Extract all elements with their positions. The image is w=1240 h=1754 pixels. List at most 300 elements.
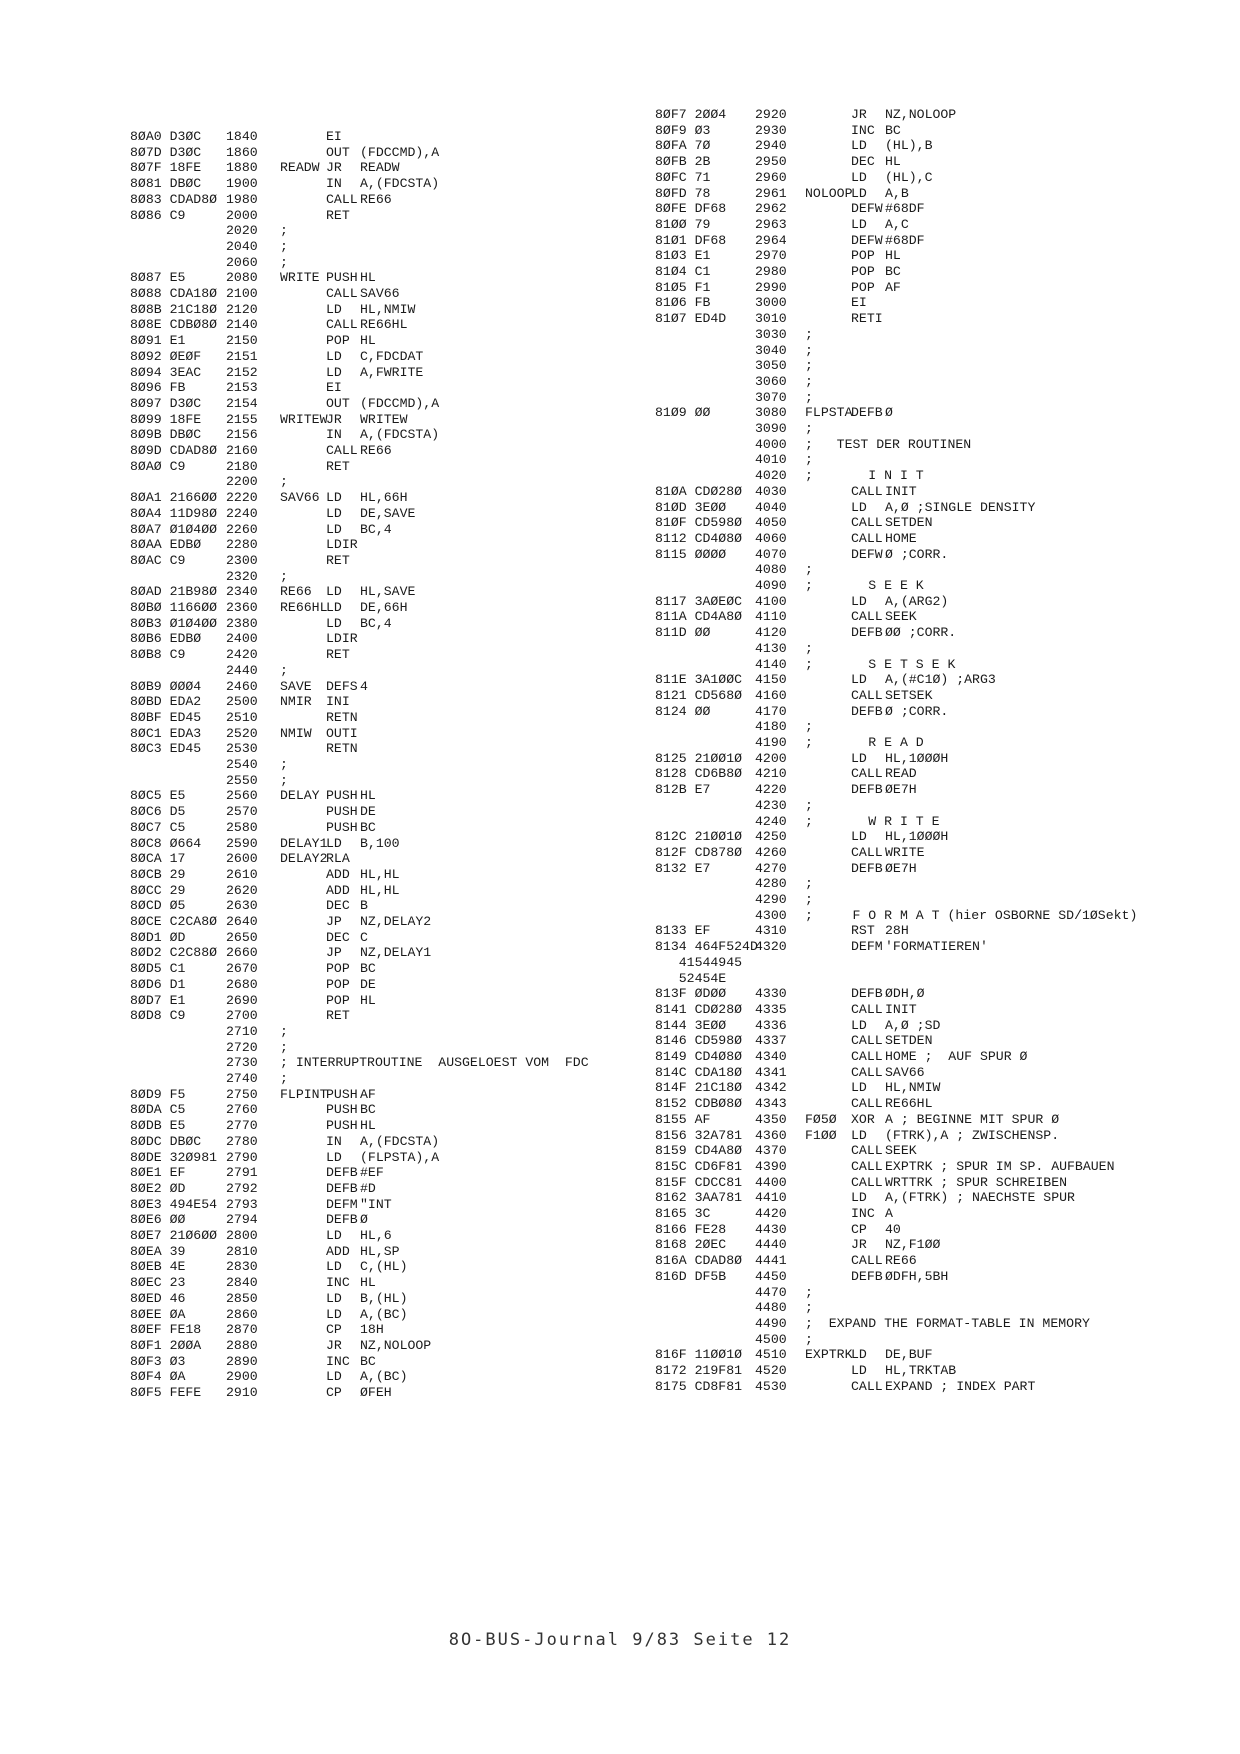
line-number: 2964 [755,232,787,248]
address-code: 816A CDAD8Ø [655,1253,743,1269]
label: ; [805,342,821,358]
address-code: 8ØBD EDA2 [130,694,202,710]
address-code: 81Ø1 DF68 [655,232,727,248]
line-number: 2600 [226,851,258,867]
address-code: 8166 FE28 [655,1221,727,1237]
line-number: 4330 [755,986,787,1002]
operand: #68DF [885,201,925,217]
address-code: 8Ø97 D3ØC [130,395,202,411]
address-code: 8ØD6 D1 [130,976,186,992]
operand: WRITE [885,844,925,860]
mnemonic: LD [326,1369,342,1385]
address-code: 8ØBF ED45 [130,709,202,725]
address-code: 81ØA CDØ28Ø [655,483,743,499]
line-number: 4441 [755,1253,787,1269]
operand: HL,66H [360,490,408,506]
address-code: 814C CDA18Ø [655,1064,743,1080]
address-code: 8Ø9D CDAD8Ø [130,443,218,458]
line-number: 2020 [226,223,258,239]
mnemonic: PUSH [326,1086,358,1102]
operand: B,(HL) [360,1290,408,1306]
operand: READ [885,766,917,782]
operand: ØFEH [360,1385,392,1400]
operand: A ; BEGINNE MIT SPUR Ø [885,1111,1060,1127]
label: ; [805,452,821,468]
address-code: 8ØFE DF68 [655,201,727,217]
operand: A,(BC) [360,1306,408,1322]
line-number: 2340 [226,584,258,600]
operand: A,(ARG2) [885,593,949,609]
line-number: 2740 [226,1071,258,1086]
label: ; [805,358,821,374]
operand: HL [360,333,376,349]
line-number: 2240 [226,505,258,521]
mnemonic: LD [326,1259,342,1275]
mnemonic: CALL [851,530,883,546]
address-code: 81Ø9 ØØ [655,405,711,421]
mnemonic: RETN [326,741,358,757]
mnemonic: JR [326,160,342,176]
line-number: 2300 [226,552,258,568]
line-number: 4510 [755,1347,787,1363]
line-number: 2650 [226,929,258,945]
operand: HL [360,270,376,286]
line-number: 2710 [226,1023,258,1039]
line-number: 3050 [755,358,787,374]
address-code: 8ØA7 Ø1Ø4ØØ [130,521,218,537]
address-code: 8ØCE C2CA8Ø [130,914,218,929]
line-number: 3070 [755,389,787,405]
line-number: 4210 [755,766,787,782]
line-number: 4070 [755,546,787,562]
mnemonic: RST [851,923,875,939]
address-code: 8ØF5 FEFE [130,1385,202,1400]
address-code: 8ØE2 ØD [130,1180,186,1196]
operand: Ø [885,405,893,421]
operand: HOME ; AUF SPUR Ø [885,1049,1028,1064]
operand: ØØ ;CORR. [885,625,957,641]
line-number: 4530 [755,1378,787,1394]
operand: Ø ;CORR. [885,546,949,562]
operand: NZ,NOLOOP [885,107,957,122]
mnemonic: DEFB [326,1180,358,1196]
mnemonic: CALL [851,1143,883,1159]
label: FLPSTA [805,405,853,421]
mnemonic: OUT [326,395,350,411]
mnemonic: RET [326,552,350,568]
line-number: 4410 [755,1190,787,1206]
line-number: 2140 [226,317,258,333]
operand: WRTTRK ; SPUR SCHREIBEN [885,1174,1068,1190]
address-code: 8Ø8B 21C18Ø [130,301,218,317]
operand: (FLPSTA),A [360,1149,440,1165]
line-number: 2670 [226,961,258,977]
line-number: 2153 [226,380,258,396]
mnemonic: CALL [851,1378,883,1394]
mnemonic: CALL [851,1064,883,1080]
address-code: 8144 3EØØ [655,1017,727,1033]
address-code: 41544945 [655,954,743,970]
line-number: 2950 [755,154,787,170]
line-number: 4500 [755,1331,787,1347]
address-code: 8ØBØ 1166ØØ [130,600,218,615]
line-number: 2420 [226,647,258,663]
line-number: 4470 [755,1284,787,1300]
line-number: 4180 [755,719,787,735]
line-number: 2060 [226,254,258,270]
label: ; [280,1023,296,1039]
operand: DE,66H [360,600,408,615]
operand: #68DF [885,232,925,248]
address-code: 8ØED 46 [130,1290,186,1306]
address-code: 811E 3A1ØØC [655,672,743,688]
operand: A,Ø ;SD [885,1017,941,1033]
line-number: 2530 [226,741,258,757]
operand: NZ,NOLOOP [360,1337,432,1353]
operand: SETSEK [885,687,933,703]
operand: DE [360,804,376,820]
label: FØ5Ø [805,1111,837,1127]
mnemonic: EI [851,295,867,311]
address-code: 8ØCD Ø5 [130,898,186,914]
line-number: 2910 [226,1385,258,1400]
line-number: 4270 [755,860,787,876]
operand: (FDCCMD),A [360,395,440,411]
line-number: 4010 [755,452,787,468]
address-code: 8ØEB 4E [130,1259,186,1275]
label: READW [280,160,320,176]
address-code: 8ØC8 Ø664 [130,835,202,851]
mnemonic: CALL [851,844,883,860]
line-number: 4341 [755,1064,787,1080]
operand: A,Ø ;SINGLE DENSITY [885,499,1036,515]
line-number: 2880 [226,1337,258,1353]
operand: RE66 [885,1253,917,1269]
mnemonic: PUSH [326,1118,358,1134]
address-code: 8134 464F524D [655,939,758,955]
line-number: 4020 [755,468,787,484]
line-number: 4390 [755,1158,787,1174]
mnemonic: RET [326,458,350,474]
line-number: 3030 [755,326,787,342]
label: ; INTERRUPTROUTINE AUSGELOEST VOM FDC [280,1055,589,1071]
mnemonic: POP [326,976,350,992]
line-number: 2160 [226,443,258,458]
line-number: 2100 [226,286,258,301]
operand: (FTRK),A ; ZWISCHENSP. [885,1127,1060,1143]
address-code: 8ØDC DBØC [130,1133,202,1149]
operand: RE66HL [885,1096,933,1112]
operand: READW [360,160,400,176]
mnemonic: ADD [326,882,350,898]
line-number: 2690 [226,992,258,1008]
mnemonic: LD [851,750,867,766]
line-number: 4337 [755,1033,787,1049]
label: SAV66 [280,490,320,506]
line-number: 2794 [226,1212,258,1228]
address-code: 8ØA0 D3ØC [130,129,202,144]
line-number: 2760 [226,1102,258,1118]
mnemonic: LD [851,1080,867,1096]
line-number: 4230 [755,797,787,813]
operand: RE66HL [360,317,408,333]
label: ; [805,892,821,907]
mnemonic: POP [851,264,875,279]
line-number: 2000 [226,207,258,223]
address-code: 8Ø9B DBØC [130,427,202,443]
operand: A,FWRITE [360,364,424,380]
operand: BC,4 [360,521,392,537]
mnemonic: OUT [326,144,350,160]
address-code: 8ØA4 11D98Ø [130,505,218,521]
address-code: 8ØD8 C9 [130,1008,186,1024]
label: ; [805,1284,821,1300]
line-number: 4110 [755,609,787,625]
line-number: 4260 [755,844,787,860]
operand: "INT [360,1196,392,1212]
label: NMIW [280,725,312,741]
line-number: 2440 [226,662,258,678]
line-number: 2152 [226,364,258,380]
operand: A,(BC) [360,1369,408,1385]
operand: HL,TRKTAB [885,1363,957,1378]
address-code: 8ØFC 71 [655,169,711,185]
operand: BC [360,1353,376,1369]
line-number: 2720 [226,1039,258,1055]
line-number: 2220 [226,490,258,506]
address-code: 8165 3C [655,1206,711,1221]
label: RE66 [280,584,312,600]
mnemonic: CALL [851,687,883,703]
address-code: 8Ø87 E5 [130,270,186,286]
label: ; [805,562,821,578]
line-number: 2791 [226,1165,258,1181]
line-number: 4335 [755,1001,787,1017]
operand: (FDCCMD),A [360,144,440,160]
address-code: 8ØF3 Ø3 [130,1353,186,1369]
line-number: 4120 [755,625,787,641]
address-code: 8ØA1 2166ØØ [130,490,218,506]
address-code: 8ØFB 2B [655,154,711,170]
address-code: 8ØC3 ED45 [130,741,202,757]
line-number: 2610 [226,866,258,882]
address-code: 815C CD6F81 [655,1158,743,1174]
label: ; [280,1071,296,1086]
line-number: 1900 [226,176,258,192]
address-code: 81ØØ 79 [655,216,711,232]
operand: HL [885,154,901,170]
mnemonic: PUSH [326,819,358,835]
line-number: 2660 [226,945,258,961]
address-code: 8Ø7D D3ØC [130,144,202,160]
line-number: 2860 [226,1306,258,1322]
label: ; [280,757,296,772]
operand: HL,SAVE [360,584,416,600]
operand: A [885,1206,893,1221]
address-code: 8ØCC 29 [130,882,186,898]
address-code: 8ØAD 21B98Ø [130,584,218,600]
line-number: 2570 [226,804,258,820]
address-code: 8ØDB E5 [130,1118,186,1134]
line-number: 2980 [755,264,787,279]
label: ; [805,421,821,436]
mnemonic: CP [326,1322,342,1338]
mnemonic: ADD [326,866,350,882]
mnemonic: PUSH [326,804,358,820]
label: ; [280,238,296,254]
operand: A,C [885,216,909,232]
operand: BC [360,1102,376,1118]
label: ; [280,254,296,270]
mnemonic: LD [326,600,342,615]
mnemonic: LD [326,1228,342,1243]
label: RE66HL [280,600,328,615]
mnemonic: DEFS [326,678,358,694]
line-number: 4350 [755,1111,787,1127]
mnemonic: DEFB [851,625,883,641]
address-code: 8ØAØ C9 [130,458,186,474]
operand: NZ,F1ØØ [885,1237,941,1253]
label: F1ØØ [805,1127,837,1143]
line-number: 2780 [226,1133,258,1149]
line-number: 2960 [755,169,787,185]
line-number: 1840 [226,129,258,144]
operand: WRITEW [360,411,408,427]
mnemonic: LD [326,1149,342,1165]
mnemonic: CALL [851,515,883,531]
mnemonic: IN [326,1133,342,1149]
address-code: 8175 CD8F81 [655,1378,743,1394]
label: ; [805,389,821,405]
mnemonic: LD [851,672,867,688]
mnemonic: RETI [851,311,883,327]
address-code: 81Ø4 C1 [655,264,711,279]
line-number: 4190 [755,735,787,750]
label: ; W R I T E [805,813,940,829]
line-number: 2400 [226,631,258,647]
operand: 28H [885,923,909,939]
operand: B [360,898,368,914]
operand: 4 [360,678,368,694]
mnemonic: DEC [326,929,350,945]
line-number: 4090 [755,578,787,593]
mnemonic: LD [326,835,342,851]
label: ; [805,1331,821,1347]
label: ; [280,223,296,239]
label: WRITEW [280,411,328,427]
label: DELAY [280,788,320,804]
line-number: 2590 [226,835,258,851]
mnemonic: LD [851,1190,867,1206]
line-number: 2280 [226,537,258,553]
mnemonic: CALL [326,317,358,333]
mnemonic: LDIR [326,537,358,553]
address-code: 81Ø7 ED4D [655,311,727,327]
line-number: 2080 [226,270,258,286]
operand: Ø ;CORR. [885,703,949,719]
address-code: 8ØC6 D5 [130,804,186,820]
address-code: 8112 CD4Ø8Ø [655,530,743,546]
label: ; I N I T [805,468,924,484]
address-code: 8ØEA 39 [130,1243,186,1259]
mnemonic: LD [326,521,342,537]
mnemonic: LD [851,185,867,201]
mnemonic: EI [326,129,342,144]
address-code: 8146 CD598Ø [655,1033,743,1049]
operand: SEEK [885,609,917,625]
mnemonic: PUSH [326,270,358,286]
mnemonic: LD [851,1017,867,1033]
address-code: 814F 21C18Ø [655,1080,743,1096]
label: ; F O R M A T (hier OSBORNE SD/1ØSekt) [805,907,1138,923]
address-code: 8128 CD6B8Ø [655,766,743,782]
address-code: 8ØEE ØA [130,1306,186,1322]
line-number: 2970 [755,248,787,264]
address-code: 8ØEC 23 [130,1275,186,1291]
mnemonic: DEFB [851,1268,883,1284]
mnemonic: LD [851,1347,867,1363]
label: ; [805,797,821,813]
operand: HL [360,1118,376,1134]
address-code: 8ØB3 Ø1Ø4ØØ [130,615,218,631]
line-number: 2810 [226,1243,258,1259]
line-number: 2840 [226,1275,258,1291]
line-number: 4170 [755,703,787,719]
line-number: 4280 [755,876,787,892]
address-code: 8141 CDØ28Ø [655,1001,743,1017]
address-code: 8ØF7 2ØØ4 [655,107,727,122]
line-number: 2750 [226,1086,258,1102]
label: ; R E A D [805,735,924,750]
operand: A,(#C1Ø) ;ARG3 [885,672,996,688]
line-number: 4336 [755,1017,787,1033]
address-code: 8ØB9 ØØØ4 [130,678,202,694]
address-code: 8ØE1 EF [130,1165,186,1181]
operand: 40 [885,1221,901,1237]
address-code: 8156 32A781 [655,1127,743,1143]
address-code: 8ØDE 32Ø981 [130,1149,218,1165]
address-code: 8152 CDBØ8Ø [655,1096,743,1112]
address-code: 8ØD5 C1 [130,961,186,977]
line-number: 2180 [226,458,258,474]
operand: 18H [360,1322,384,1338]
operand: ØE7H [885,782,917,798]
mnemonic: INC [851,122,875,138]
address-code: 8133 EF [655,923,711,939]
operand: AF [360,1086,376,1102]
address-code: 8ØF4 ØA [130,1369,186,1385]
operand: C,(HL) [360,1259,408,1275]
mnemonic: JP [326,945,342,961]
mnemonic: CALL [851,1096,883,1112]
mnemonic: LD [326,301,342,317]
line-number: 2154 [226,395,258,411]
line-number: 1980 [226,191,258,207]
address-code: 8Ø96 FB [130,380,186,396]
operand: HL,1ØØØH [885,829,949,845]
line-number: 4290 [755,892,787,907]
line-number: 2963 [755,216,787,232]
line-number: 2792 [226,1180,258,1196]
mnemonic: POP [326,333,350,349]
mnemonic: POP [326,961,350,977]
line-number: 2630 [226,898,258,914]
label: ; [805,1300,821,1316]
operand: BC [885,122,901,138]
address-code: 81ØF CD598Ø [655,515,743,531]
line-number: 3010 [755,311,787,327]
address-code: 8ØD9 F5 [130,1086,186,1102]
